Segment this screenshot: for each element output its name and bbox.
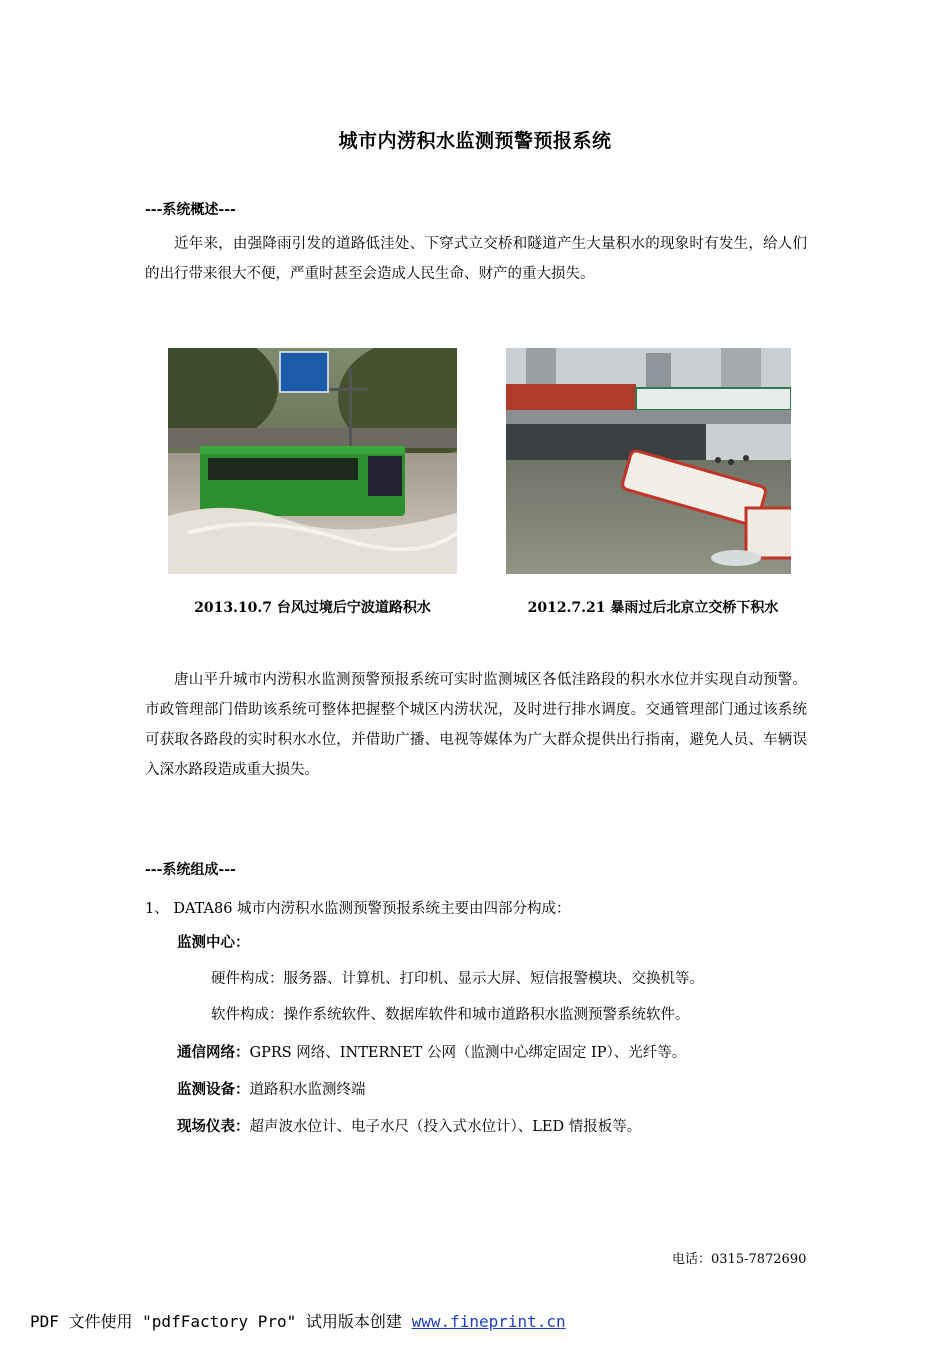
- field-instruments: 现场仪表：超声波水位计、电子水尺（投入式水位计）、LED 情报板等。: [177, 1118, 642, 1135]
- overview-paragraph-1: 近年来，由强降雨引发的道路低洼处、下穿式立交桥和隧道产生大量积水的现象时有发生，给人们的出行带来很大不便，严重时甚至会造成人民生命、财产的重大损失。: [145, 236, 807, 282]
- contact-phone: 电话：0315-7872690: [672, 1252, 807, 1267]
- monitoring-device: 监测设备：道路积水监测终端: [177, 1081, 366, 1098]
- page-title: 城市内涝积水监测预警预报系统: [338, 130, 612, 152]
- composition-heading: ---系统组成---: [145, 862, 236, 878]
- footer-text: PDF 文件使用 "pdfFactory Pro" 试用版本创建: [30, 1312, 412, 1331]
- fineprint-link[interactable]: www.fineprint.cn: [411, 1312, 566, 1331]
- overview-paragraph-2: 唐山平升城市内涝积水监测预警预报系统可实时监测城区各低洼路段的积水水位并实现自动预警。市政管理部门借助该系统可整体把握整个城区内涝状况，及时进行排水调度。交通管理部门通过该系统可获取各路段的实时积水水位，并借助广播、电视等媒体为广大群众提供出行指南，避免人员、车辆误入深水路段造成重大损失。: [145, 672, 807, 778]
- overview-heading: ---系统概述---: [145, 202, 236, 218]
- monitoring-center-label: 监测中心：: [177, 934, 250, 951]
- pdf-footer: [30, 1309, 566, 1332]
- composition-item-1: 1、 DATA86 城市内涝积水监测预警预报系统主要由四部分构成：: [145, 901, 571, 917]
- communication-network: 通信网络：GPRS 网络、INTERNET 公网（监测中心绑定固定 IP）、光纤等。: [177, 1044, 687, 1061]
- figure-caption-ningbo: 2013.10.7 台风过境后宁波道路积水: [194, 600, 431, 616]
- flooded-street-bus-photo: [168, 348, 457, 574]
- hardware-composition: 硬件构成：服务器、计算机、打印机、显示大屏、短信报警模块、交换机等。: [211, 971, 704, 987]
- flooded-underpass-photo: [506, 348, 791, 574]
- figure-caption-beijing: 2012.7.21 暴雨过后北京立交桥下积水: [527, 600, 779, 616]
- software-composition: 软件构成：操作系统软件、数据库软件和城市道路积水监测预警系统软件。: [211, 1007, 690, 1023]
